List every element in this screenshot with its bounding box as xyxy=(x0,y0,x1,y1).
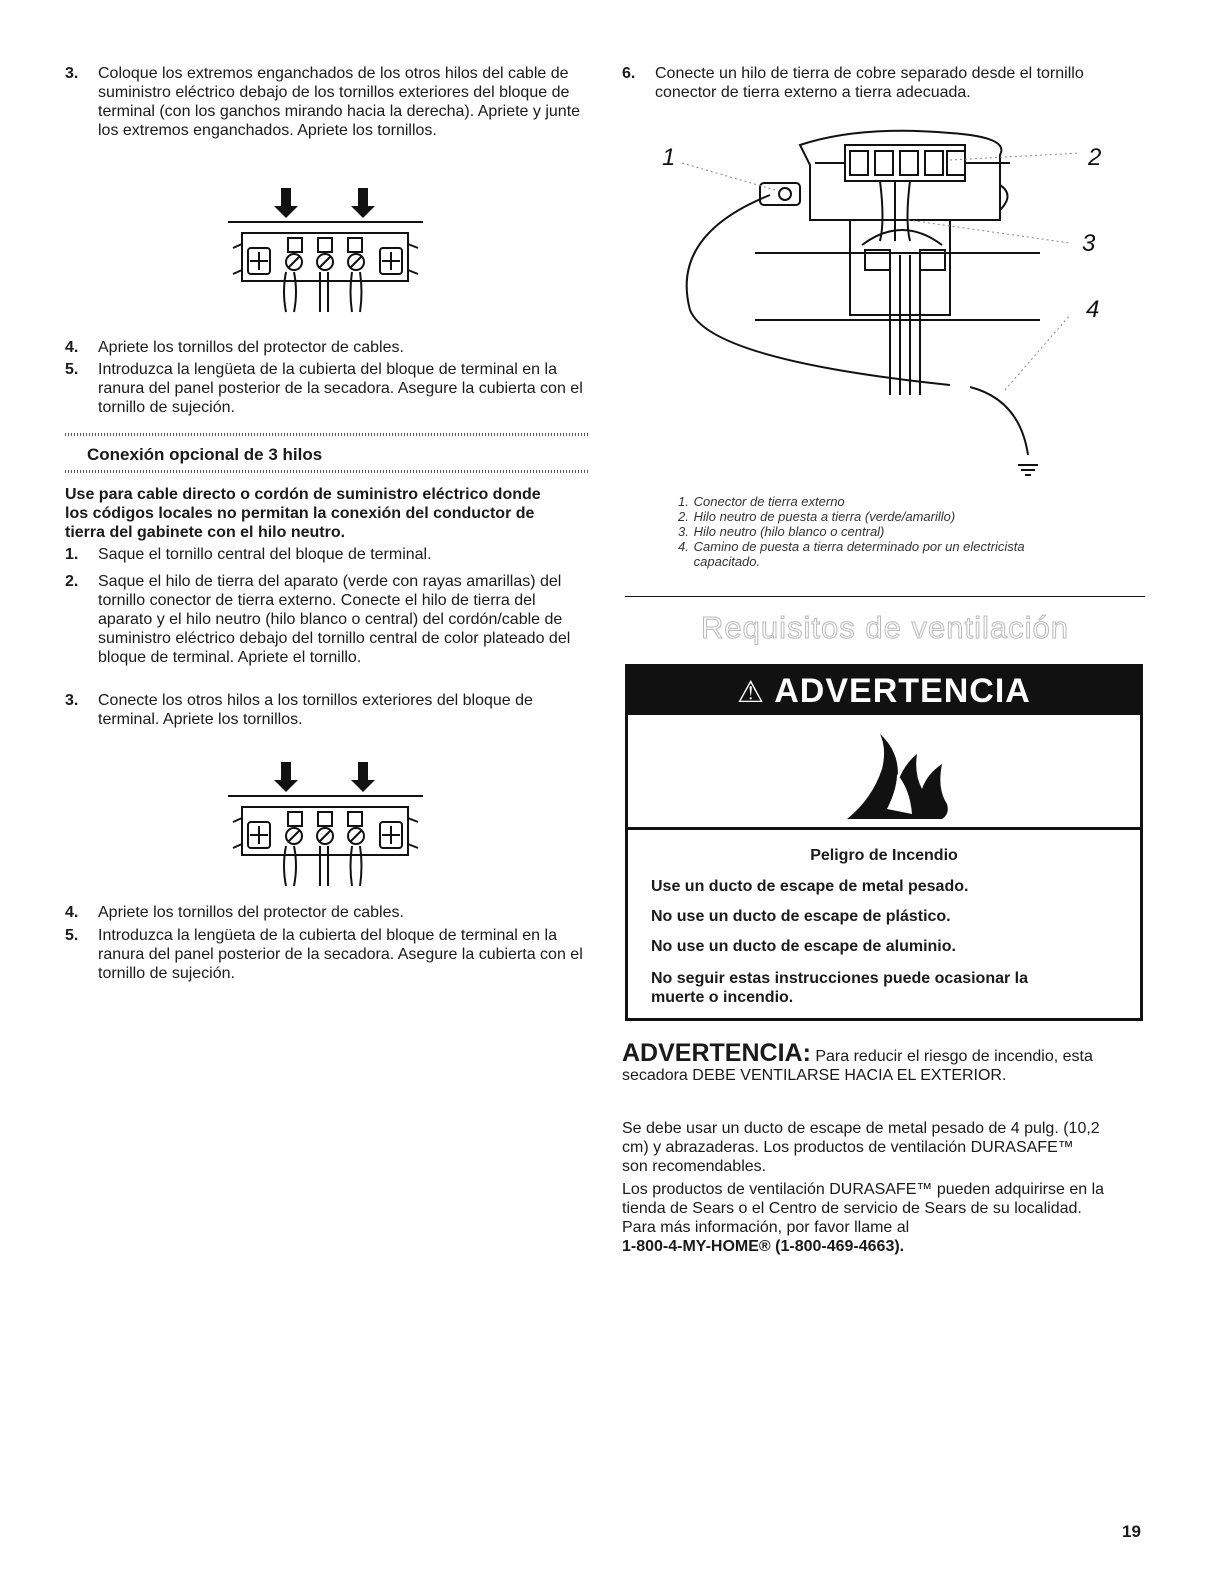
legend-item: 3. Hilo neutro (hilo blanco o central) xyxy=(678,524,885,539)
warning-header: ⚠ ADVERTENCIA xyxy=(628,667,1140,715)
warning-line: No use un ducto de escape de aluminio. xyxy=(651,938,956,955)
step-5a: 5. Introduzca la lengüeta de la cubierta del bloque de terminal en la ranura del panel posterior de la secadora. Asegure la cubierta con el tornillo de sujeción. xyxy=(65,361,583,416)
callout-1: 1 xyxy=(662,144,676,171)
step-1b: 1. Saque el tornillo central del bloque de terminal. xyxy=(65,546,432,563)
warning-line: No seguir estas instrucciones puede ocasionar la muerte o incendio. xyxy=(651,970,1029,1006)
section-rule xyxy=(625,596,1145,597)
callout-2: 2 xyxy=(1088,144,1102,171)
legend-item: 4. Camino de puesta a tierra determinado por un electricista capacitado. xyxy=(678,539,1025,569)
warning-divider xyxy=(628,827,1140,830)
step-3a: 3. Coloque los extremos enganchados de los otros hilos del cable de suministro eléctrico debajo de los tornillos exteriores del bloque de terminal (con los ganchos mirando hacia la derecha). Apriete y junte los extremos enganchados. Apriete los tornillos. xyxy=(65,65,581,139)
step-6: 6. Conecte un hilo de tierra de cobre separado desde el tornillo conector de tierra externo a tierra adecuada. xyxy=(622,65,1084,101)
step-2b: 2. Saque el hilo de tierra del aparato (verde con rayas amarillas) del tornillo conector de tierra externo. Conecte el hilo de tierra del aparato y el hilo neutro (hilo blanco o central) del cordón/cable de suministro eléctrico debajo del tornillo central de color plateado del bloque de terminal. Apriete el tornillo. xyxy=(65,573,571,666)
section-title: Requisitos de ventilación xyxy=(701,610,1069,645)
warning-line: No use un ducto de escape de plástico. xyxy=(651,908,951,925)
page-number: 19 xyxy=(1122,1522,1141,1541)
legend-item: 1. Conector de tierra externo xyxy=(678,494,845,509)
fire-icon xyxy=(842,729,952,821)
step-3b: 3. Conecte los otros hilos a los tornillos exteriores del bloque de terminal. Apriete los tornillos. xyxy=(65,692,533,728)
phone-number: 1-800-4-MY-HOME® (1-800-469-4663). xyxy=(622,1238,905,1255)
warning-title: Peligro de Incendio xyxy=(810,847,958,864)
warning-line: Use un ducto de escape de metal pesado. xyxy=(651,878,969,895)
step-4b: 4. Apriete los tornillos del protector de cables. xyxy=(65,904,404,921)
callout-3: 3 xyxy=(1082,230,1096,257)
section-divider-top xyxy=(65,433,590,436)
terminal-block-diagram-2 xyxy=(228,762,423,888)
ground-wire-diagram xyxy=(650,125,1120,485)
legend-item: 2. Hilo neutro de puesta a tierra (verde/amarillo) xyxy=(678,509,956,524)
warning-triangle-icon: ⚠ xyxy=(737,676,766,709)
paragraph-duct: Se debe usar un ducto de escape de metal pesado de 4 pulg. (10,2 cm) y abrazaderas. Los productos de ventilación DURASAFE™ son recomendables. xyxy=(622,1120,1100,1175)
diagram-legend xyxy=(678,494,1078,569)
advertencia-statement: ADVERTENCIA: Para reducir el riesgo de incendio, esta secadora DEBE VENTILARSE HACIA EL EXTERIOR. xyxy=(622,1039,1093,1084)
warning-box xyxy=(625,664,1143,1021)
intro-text: Use para cable directo o cordón de suministro eléctrico donde los códigos locales no permitan la conexión del conductor de tierra del gabinete con el hilo neutro. xyxy=(65,486,541,541)
subheading: Conexión opcional de 3 hilos xyxy=(87,445,323,464)
step-4a: 4. Apriete los tornillos del protector de cables. xyxy=(65,339,404,356)
step-5b: 5. Introduzca la lengüeta de la cubierta del bloque de terminal en la ranura del panel posterior de la secadora. Asegure la cubierta con el tornillo de sujeción. xyxy=(65,927,583,982)
paragraph-durasafe: Los productos de ventilación DURASAFE™ pueden adquirirse en la tienda de Sears o el Centro de servicio de Sears de su localidad. Para más información, por favor llame al 1-800-4-MY-HOME® (1-800-469-4663). xyxy=(622,1181,1105,1255)
terminal-block-diagram-1 xyxy=(228,188,423,314)
section-divider-bottom xyxy=(65,470,590,473)
callout-4: 4 xyxy=(1086,296,1100,323)
